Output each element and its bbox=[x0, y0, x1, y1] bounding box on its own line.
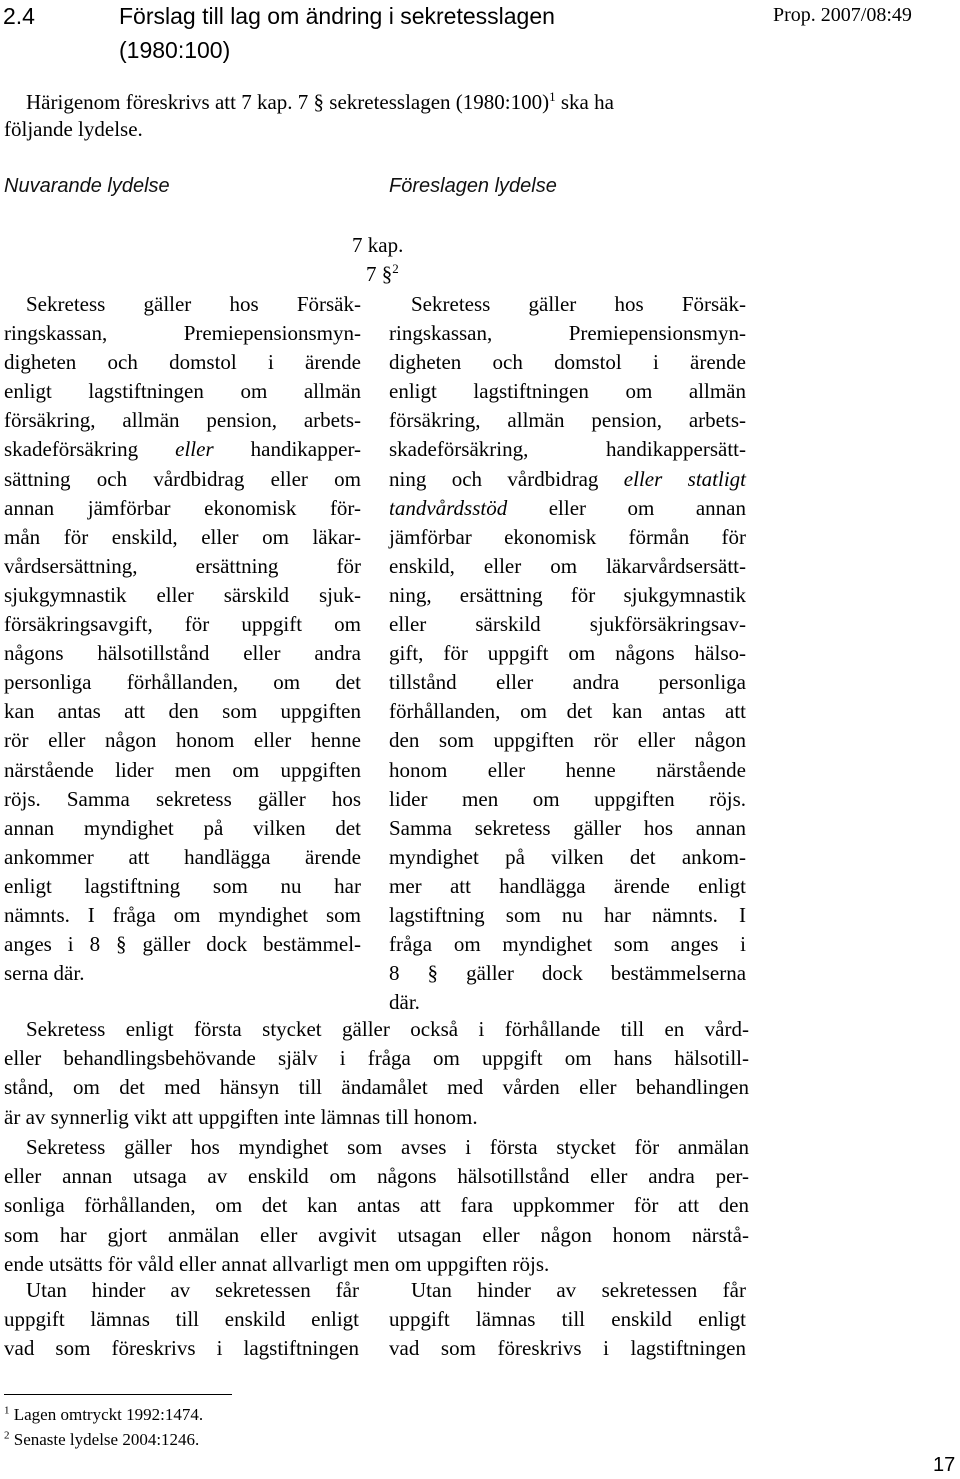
proposed-wording-column bbox=[389, 290, 746, 1017]
text-line: lagstiftning som nu har nämnts. I bbox=[389, 902, 746, 927]
text-line: mån för enskild, eller om läkar- bbox=[4, 524, 361, 549]
text-line: honom eller henne närstående bbox=[389, 757, 746, 782]
text-line: jämförbar ekonomisk förmån för bbox=[389, 524, 746, 549]
text-line: uppgift lämnas till enskild enligt bbox=[4, 1307, 359, 1332]
text-line: Sekretess enligt första stycket gäller också i förhållande till en vård- bbox=[26, 1017, 749, 1041]
text-line: fråga om myndighet som anges i bbox=[389, 932, 746, 957]
intro-line-2: följande lydelse. bbox=[4, 117, 143, 141]
text-line: försäkring, allmän pension, arbets- bbox=[389, 408, 746, 433]
text-line: 8 § gäller dock bestämmelserna bbox=[389, 961, 747, 986]
text-line: försäkringsavgift, för uppgift om bbox=[4, 612, 361, 637]
chapter-heading: 7 kap. bbox=[352, 233, 404, 257]
text-line: myndighet på vilken det ankom- bbox=[389, 844, 746, 869]
text-line: nämnts. I fråga om myndighet som bbox=[4, 902, 361, 927]
text-line: personliga förhållanden, om det bbox=[4, 670, 361, 695]
text-line: närstående lider men om uppgiften bbox=[4, 757, 361, 782]
paragraph-4-proposed bbox=[389, 1276, 746, 1363]
intro-text-a: Härigenom föreskrivs att 7 kap. 7 bbox=[26, 90, 309, 114]
footnote-ref-2: 2 bbox=[392, 261, 399, 276]
emphasis-added-text: eller statligt bbox=[623, 466, 747, 491]
text-line: enligt lagstiftningen om allmän bbox=[4, 379, 361, 404]
current-wording-column bbox=[4, 290, 361, 988]
paragraph-3 bbox=[4, 1133, 749, 1279]
footnote-1 bbox=[4, 1405, 203, 1425]
text-line: vad som föreskrivs i lagstiftningen bbox=[389, 1336, 746, 1361]
text-line: som har gjort anmälan eller avgivit utsagan eller någon honom närstå- bbox=[4, 1222, 749, 1247]
text-line: kan antas att den som uppgiften bbox=[4, 699, 361, 724]
footnote-ref-1: 1 bbox=[549, 89, 556, 104]
text-line: Utan hinder av sekretessen får bbox=[26, 1278, 359, 1302]
intro-text-c: ska ha bbox=[560, 90, 614, 114]
text-line: vad som föreskrivs i lagstiftningen bbox=[4, 1336, 359, 1361]
text-line: enskild, eller om läkarvårdsersätt- bbox=[389, 553, 746, 578]
section-sign: § bbox=[427, 961, 439, 986]
text-line: sonliga förhållanden, om det kan antas att fara uppkommer för att den bbox=[4, 1193, 749, 1218]
text-line: är av synnerlig vikt att uppgiften inte lämnas till honom. bbox=[4, 1104, 478, 1129]
header-current-wording: Nuvarande lydelse bbox=[4, 175, 170, 197]
text-line: tillstånd eller andra personliga bbox=[389, 670, 746, 695]
text-line: digheten och domstol i ärende bbox=[389, 350, 746, 375]
text-line: någons hälsotillstånd eller andra bbox=[4, 641, 361, 666]
intro-line-1 bbox=[26, 90, 614, 115]
text-line: enligt lagstiftning som nu har bbox=[4, 873, 361, 898]
text-line: stånd, om det med hänsyn till ändamålet med vården eller behandlingen bbox=[4, 1075, 749, 1100]
text-line: digheten och domstol i ärende bbox=[4, 350, 361, 375]
section-title-line2: (1980:100) bbox=[119, 37, 231, 63]
section-sign: § bbox=[116, 932, 127, 957]
text-line: röjs. Samma sekretess gäller hos bbox=[4, 786, 361, 811]
text-line: lider men om uppgiften röjs. bbox=[389, 786, 746, 811]
footnote-text: Lagen omtryckt 1992:1474. bbox=[13, 1405, 204, 1424]
text-line: skadeförsäkring eller handikapper- bbox=[4, 437, 362, 462]
text-line: Samma sekretess gäller hos annan bbox=[389, 815, 746, 840]
text-line: ringskassan, Premiepensionsmyn- bbox=[389, 321, 746, 346]
text-line: förhållanden, om det kan antas att bbox=[389, 699, 746, 724]
footnote-marker: 1 bbox=[4, 1404, 10, 1417]
text-line: ankommer att handlägga ärende bbox=[4, 844, 361, 869]
section-title-line1: Förslag till lag om ändring i sekretesslagen bbox=[119, 3, 555, 29]
text-line: Sekretess gäller hos Försäk- bbox=[411, 292, 746, 316]
paragraph-4-current bbox=[4, 1276, 359, 1363]
text-line: Sekretess gäller hos myndighet som avses i första stycket för anmälan bbox=[26, 1135, 749, 1159]
text-line: sättning och vårdbidrag eller om bbox=[4, 466, 361, 491]
prop-reference: Prop. 2007/08:49 bbox=[773, 4, 912, 26]
text-line: eller särskild sjukförsäkringsav- bbox=[389, 612, 746, 637]
text-line: eller behandlingsbehövande själv i fråga om uppgift om hans hälsotill- bbox=[4, 1046, 749, 1071]
footnote-separator bbox=[4, 1394, 232, 1395]
text-line: anges i 8 § gäller dock bestämmel- bbox=[4, 932, 362, 957]
text-line: serna där. bbox=[4, 961, 85, 986]
emphasis-added-text: tandvårdsstöd bbox=[389, 495, 508, 520]
text-line: annan jämförbar ekonomisk för- bbox=[4, 495, 361, 520]
text-line: försäkring, allmän pension, arbets- bbox=[4, 408, 361, 433]
footnote-marker: 2 bbox=[4, 1429, 10, 1442]
text-line: ning, ersättning för sjukgymnastik bbox=[389, 582, 746, 607]
text-line: ning och vårdbidrag eller statligt bbox=[389, 466, 747, 491]
text-line: rör eller någon honom eller henne bbox=[4, 728, 361, 753]
text-line: den som uppgiften rör eller någon bbox=[389, 728, 746, 753]
text-line: vårdsersättning, ersättning för bbox=[4, 553, 361, 578]
page-number: 17 bbox=[933, 1454, 956, 1476]
section-sign: § bbox=[313, 90, 325, 114]
text-line: Sekretess gäller hos Försäk- bbox=[26, 292, 361, 316]
text-line: enligt lagstiftningen om allmän bbox=[389, 379, 746, 404]
text-line: eller annan utsaga av enskild om någons hälsotillstånd eller andra per- bbox=[4, 1164, 749, 1189]
footnote-2 bbox=[4, 1430, 199, 1450]
text-line: gift, för uppgift om någons hälso- bbox=[389, 641, 746, 666]
section-number: 2.4 bbox=[3, 3, 35, 29]
text-line: skadeförsäkring, handikappersätt- bbox=[389, 437, 746, 462]
text-line: annan myndighet på vilken det bbox=[4, 815, 361, 840]
paragraph-heading bbox=[366, 262, 399, 287]
paragraph-number: 7 bbox=[366, 262, 377, 286]
text-line: ende utsätts för våld eller annat allvarligt men om uppgiften röjs. bbox=[4, 1251, 550, 1276]
text-line: ringskassan, Premiepensionsmyn- bbox=[4, 321, 361, 346]
intro-text-b: sekretesslagen (1980:100) bbox=[329, 90, 550, 114]
text-line: mer att handlägga ärende enligt bbox=[389, 873, 746, 898]
header-proposed-wording: Föreslagen lydelse bbox=[389, 175, 557, 197]
text-line: där. bbox=[389, 990, 420, 1015]
section-sign: § bbox=[381, 262, 393, 286]
text-line: uppgift lämnas till enskild enligt bbox=[389, 1307, 746, 1332]
text-line: tandvårdsstöd eller om annan bbox=[389, 495, 747, 520]
text-line: sjukgymnastik eller särskild sjuk- bbox=[4, 582, 361, 607]
emphasis-removed-word: eller bbox=[175, 437, 214, 462]
footnote-text: Senaste lydelse 2004:1246. bbox=[13, 1430, 200, 1449]
paragraph-2 bbox=[4, 1015, 749, 1132]
text-line: Utan hinder av sekretessen får bbox=[411, 1278, 746, 1302]
